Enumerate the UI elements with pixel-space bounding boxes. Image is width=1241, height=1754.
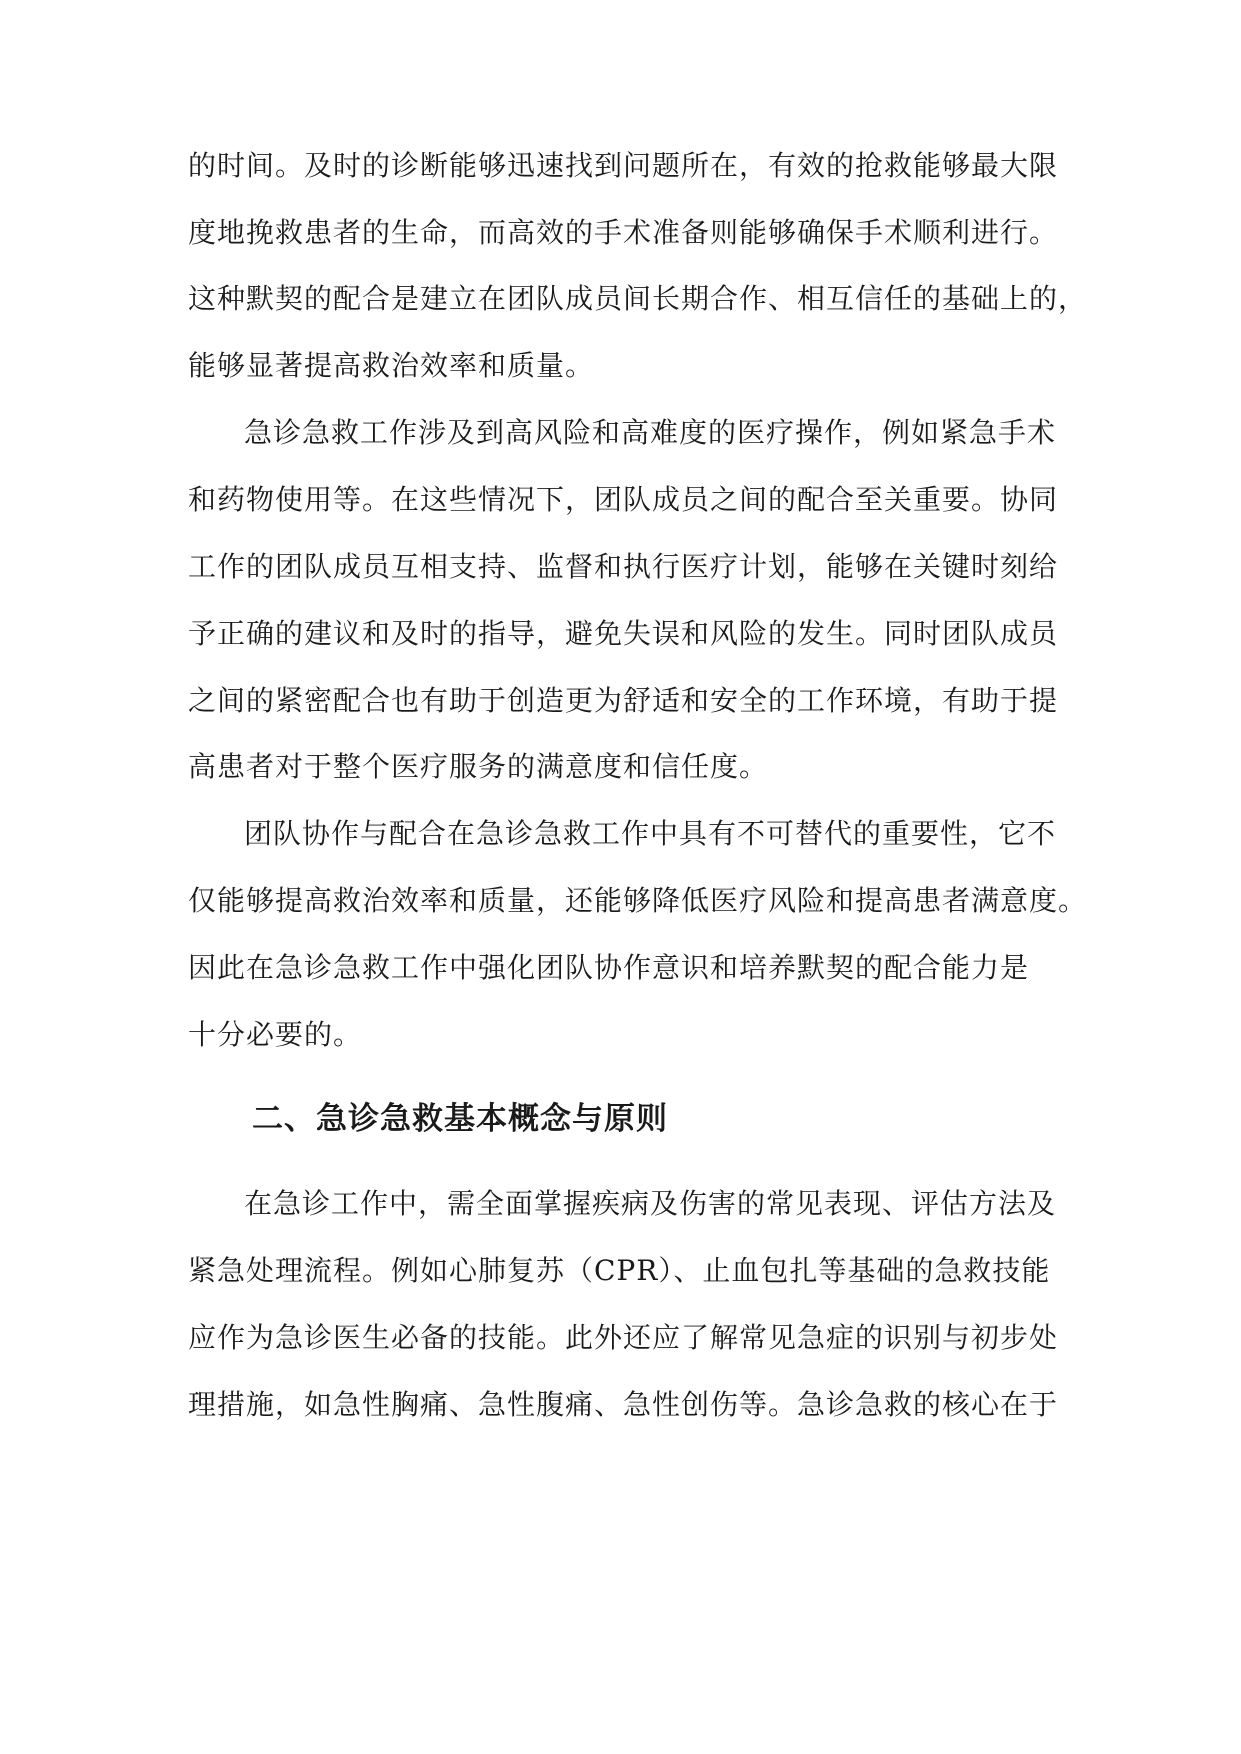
paragraph-1-line-4: 能够显著提高救治效率和质量。 <box>188 349 595 382</box>
paragraph-3-line-2: 仅能够提高救治效率和质量，还能够降低医疗风险和提高患者满意度。 <box>188 884 1088 917</box>
paragraph-2-line-5: 之间的紧密配合也有助于创造更为舒适和安全的工作环境，有助于提 <box>188 684 1059 717</box>
paragraph-2-line-2: 和药物使用等。在这些情况下，团队成员之间的配合至关重要。协同 <box>188 483 1059 516</box>
paragraph-4-line-1: 在急诊工作中，需全面掌握疾病及伤害的常见表现、评估方法及 <box>244 1187 1057 1220</box>
paragraph-1-line-1: 的时间。及时的诊断能够迅速找到问题所在，有效的抢救能够最大限 <box>188 149 1059 182</box>
paragraph-4-line-4: 理措施，如急性胸痛、急性腹痛、急性创伤等。急诊急救的核心在于 <box>188 1388 1059 1421</box>
paragraph-3-line-4: 十分必要的。 <box>188 1018 363 1051</box>
paragraph-2-line-1: 急诊急救工作涉及到高风险和高难度的医疗操作，例如紧急手术 <box>244 416 1057 449</box>
paragraph-1-line-3: 这种默契的配合是建立在团队成员间长期合作、相互信任的基础上的， <box>188 282 1088 315</box>
paragraph-2-line-4: 予正确的建议和及时的指导，避免失误和风险的发生。同时团队成员 <box>188 617 1059 650</box>
paragraph-2-line-3: 工作的团队成员互相支持、监督和执行医疗计划，能够在关键时刻给 <box>188 550 1059 583</box>
section-heading: 二、急诊急救基本概念与原则 <box>252 1101 668 1137</box>
paragraph-4-line-2: 紧急处理流程。例如心肺复苏（CPR）、止血包扎等基础的急救技能 <box>188 1254 1051 1287</box>
paragraph-1-line-2: 度地挽救患者的生命，而高效的手术准备则能够确保手术顺利进行。 <box>188 216 1059 249</box>
paragraph-3-line-3: 因此在急诊急救工作中强化团队协作意识和培养默契的配合能力是 <box>188 951 1030 984</box>
paragraph-4-line-3: 应作为急诊医生必备的技能。此外还应了解常见急症的识别与初步处 <box>188 1321 1059 1354</box>
paragraph-3-line-1: 团队协作与配合在急诊急救工作中具有不可替代的重要性，它不 <box>244 817 1057 850</box>
paragraph-2-line-6: 高患者对于整个医疗服务的满意度和信任度。 <box>188 750 769 783</box>
